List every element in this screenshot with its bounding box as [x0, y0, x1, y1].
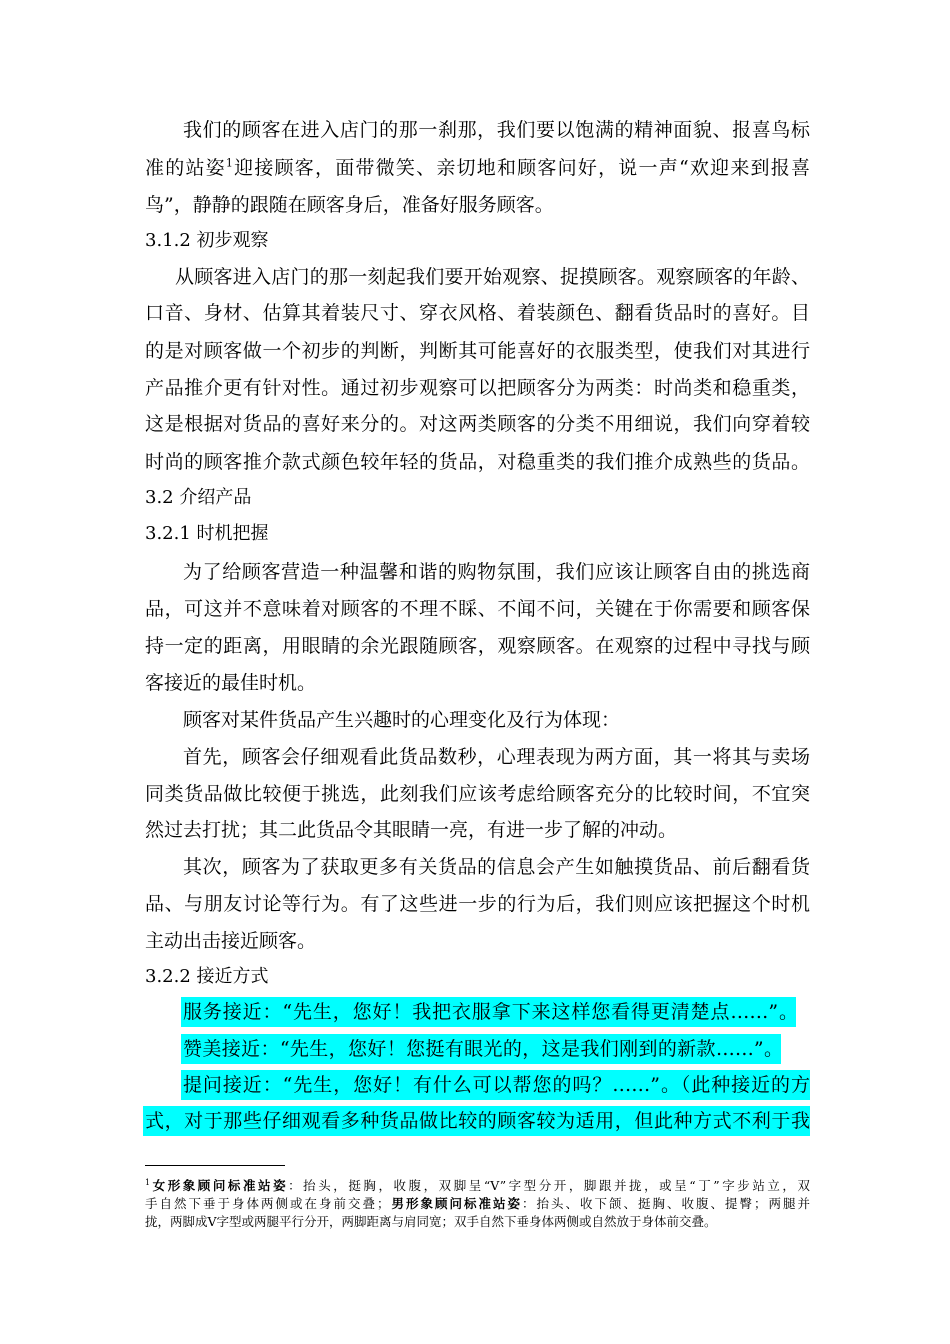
section-heading: 3.1.2 初步观察: [145, 230, 269, 251]
highlighted-line: 式，对于那些仔细观看多种货品做比较的顾客较为适用，但此种方式不利于我: [145, 1110, 810, 1132]
text-run: ：抬头，挺胸，收腹，双脚呈“V”字型分开，脚跟并拢，或呈“丁”字步站立，双: [288, 1178, 810, 1193]
paragraph-line: 持一定的距离，用眼睛的余光跟随顾客，观察顾客。在观察的过程中寻找与顾: [145, 635, 810, 657]
subsection-heading: 3.2.2 接近方式: [145, 966, 269, 987]
paragraph-line: 其次，顾客为了获取更多有关货品的信息会产生如触摸货品、前后翻看货: [183, 856, 810, 878]
paragraph-line: 然过去打扰；其二此货品令其眼睛一亮，有进一步了解的冲动。: [145, 819, 678, 841]
paragraph-line: 为了给顾客营造一种温馨和谐的购物氛围，我们应该让顾客自由的挑选商: [183, 561, 810, 583]
footnote-separator: [145, 1165, 285, 1166]
text-run: 迎接顾客，面带微笑、亲切地和顾客问好，说一声“欢迎来到报喜: [232, 157, 810, 179]
footnote-line: [145, 1177, 810, 1194]
section-heading: 3.2 介绍产品: [145, 487, 252, 508]
paragraph-line: 产品推介更有针对性。通过初步观察可以把顾客分为两类：时尚类和稳重类，: [145, 377, 810, 399]
paragraph-line: 顾客对某件货品产生兴趣时的心理变化及行为体现：: [183, 709, 621, 731]
highlighted-line: 服务接近：“先生，您好！我把衣服拿下来这样您看得更清楚点……”。: [183, 1001, 798, 1023]
paragraph-line: [145, 153, 810, 183]
paragraph-line: 首先，顾客会仔细观看此货品数秒，心理表现为两方面，其一将其与卖场: [183, 746, 810, 768]
footnote-term: 女形象顾问标准站姿: [150, 1178, 289, 1193]
paragraph-line: 这是根据对货品的喜好来分的。对这两类顾客的分类不用细说，我们向穿着较: [145, 413, 810, 435]
paragraph-line: 客接近的最佳时机。: [145, 672, 317, 694]
paragraph-line: 品、与朋友讨论等行为。有了这些进一步的行为后，我们则应该把握这个时机: [145, 893, 810, 915]
footnote-term: 男形象顾问标准站姿: [389, 1196, 522, 1211]
paragraph-line: 品，可这并不意味着对顾客的不理不睬、不闻不问，关键在于你需要和顾客保: [145, 598, 810, 620]
paragraph-line: 我们的顾客在进入店门的那一刹那，我们要以饱满的精神面貌、报喜鸟标: [183, 119, 810, 141]
paragraph-line: 口音、身材、估算其着装尺寸、穿衣风格、着装颜色、翻看货品时的喜好。目: [145, 302, 810, 324]
footnote-reference[interactable]: 1: [225, 156, 233, 170]
paragraph-line: 主动出击接近顾客。: [145, 930, 317, 952]
footnote-line: 拢，两脚成V字型或两腿平行分开，两脚距离与肩同宽；双手自然下垂身体两侧或自然放于身体前交叠。: [145, 1214, 717, 1229]
paragraph-line: 同类货品做比较便于挑选，此刻我们应该考虑给顾客充分的比较时间，不宜突: [145, 783, 810, 805]
paragraph-line: 从顾客进入店门的那一刻起我们要开始观察、捉摸顾客。观察顾客的年龄、: [175, 266, 810, 288]
text-run: ：抬头、收下颌、挺胸、收腹、提臀；两腿并: [521, 1196, 810, 1211]
text-run: 准的站姿: [145, 157, 226, 179]
highlighted-line: 赞美接近：“先生，您好！您挺有眼光的，这是我们刚到的新款……”。: [183, 1038, 783, 1060]
text-run: 手自然下垂于身体两侧或在身前交叠；: [145, 1196, 390, 1211]
paragraph-line: 的是对顾客做一个初步的判断，判断其可能喜好的衣服类型，使我们对其进行: [145, 340, 810, 362]
highlighted-line: 提问接近：“先生，您好！有什么可以帮您的吗？……”。（此种接近的方: [183, 1074, 810, 1096]
footnote-mark: 1: [145, 1177, 151, 1187]
footnote-line: [145, 1195, 810, 1212]
paragraph-line: 鸟”，静静的跟随在顾客身后，准备好服务顾客。: [145, 194, 554, 216]
paragraph-line: 时尚的顾客推介款式颜色较年轻的货品，对稳重类的我们推介成熟些的货品。: [145, 451, 810, 473]
subsection-heading: 3.2.1 时机把握: [145, 523, 269, 544]
